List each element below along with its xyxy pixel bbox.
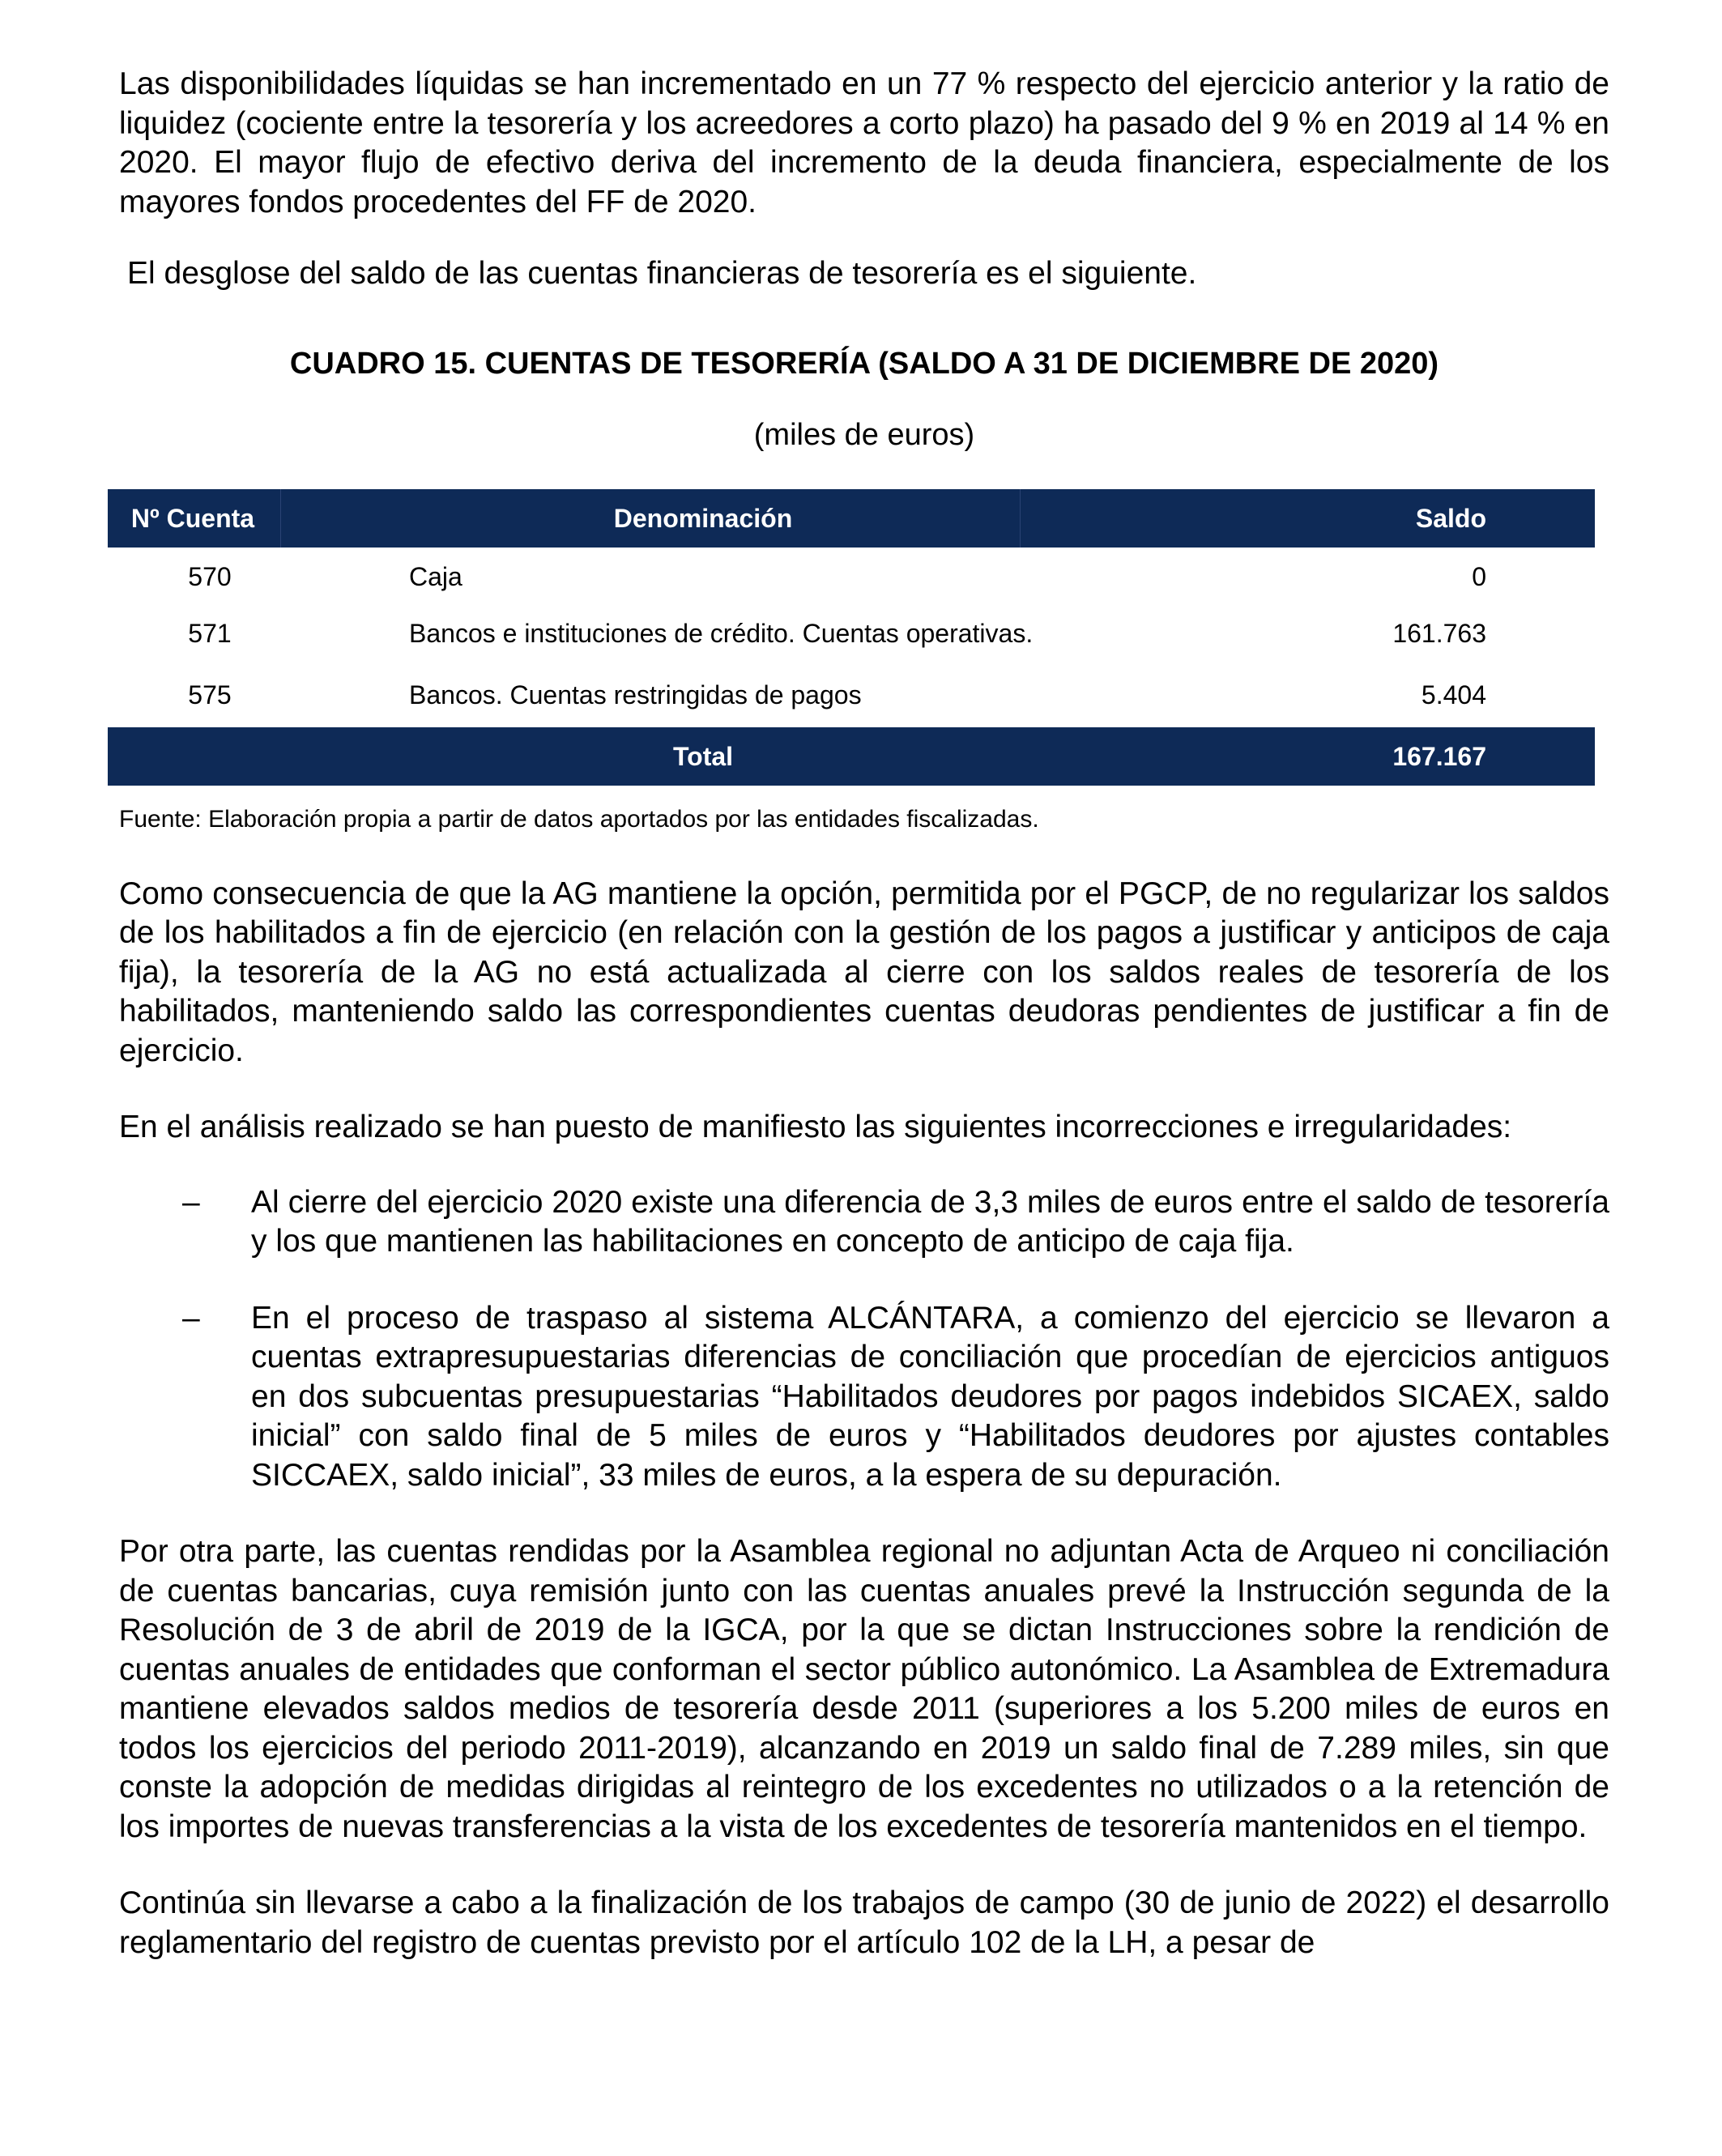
row-name: Bancos. Cuentas restringidas de pagos: [409, 680, 862, 709]
irregularities-list: [119, 1183, 1609, 1496]
header-account: Nº Cuenta: [130, 503, 255, 533]
row-account: 571: [188, 618, 232, 648]
row-name: Caja: [409, 561, 462, 591]
list-item: [119, 1183, 1609, 1262]
table-row: [108, 666, 1595, 727]
table-units: (miles de euros): [753, 417, 975, 452]
list-item-text: Al cierre del ejercicio 2020 existe una diferencia de 3,3 miles de euros entre el saldo de tesorería y los que mantienen las habilitaciones en concepto de anticipo de caja fija.: [251, 1184, 1609, 1259]
paragraph-habilitados: Como consecuencia de que la AG mantiene la opción, permitida por el PGCP, de no regularizar los saldos de los habilitados a fin de ejercicio (en relación con la gestión de los pagos a justificar y anticipos de caja fija), la tesorería de la AG no está actualizada al cierre con los saldos reales de tesorería de los habilitados, manteniendo saldo las correspondientes cuentas deudoras pendientes de justificar a fin de ejercicio.: [119, 876, 1609, 1068]
row-account: 570: [188, 561, 232, 591]
dash-bullet: –: [182, 1184, 200, 1220]
paragraph-liquidity: Las disponibilidades líquidas se han incrementado en un 77 % respecto del ejercicio anterior y la ratio de liquidez (cociente entre la tesorería y los acreedores a corto plazo) ha pasado del 9 % en 2019 al 14 % en 2020. El mayor flujo de efectivo deriva del incremento de la deuda financiera, especialmente de los mayores fondos procedentes del FF de 2020.: [119, 66, 1609, 219]
table-header-row: [108, 489, 1595, 548]
row-balance: 161.763: [1392, 618, 1486, 648]
row-balance: 5.404: [1421, 680, 1486, 709]
paragraph-breakdown-intro: El desglose del saldo de las cuentas financieras de tesorería es el siguiente.: [127, 256, 1197, 291]
table-row: [108, 604, 1595, 666]
total-label: Total: [672, 741, 734, 771]
list-item: [119, 1299, 1609, 1496]
table-source-note: Fuente: Elaboración propia a partir de datos aportados por las entidades fiscalizadas.: [119, 805, 1039, 833]
table-total-row: [108, 727, 1595, 786]
table-title: CUADRO 15. CUENTAS DE TESORERÍA (SALDO A 31 DE DICIEMBRE DE 2020): [289, 346, 1439, 381]
treasury-accounts-table: [108, 489, 1595, 786]
paragraph-analysis-intro: En el análisis realizado se han puesto de manifiesto las siguientes incorrecciones e irregularidades:: [119, 1110, 1512, 1144]
row-account: 575: [188, 680, 232, 709]
header-balance: Saldo: [1415, 503, 1486, 533]
paragraph-asamblea: Por otra parte, las cuentas rendidas por la Asamblea regional no adjuntan Acta de Arqueo ni conciliación de cuentas bancarias, cuya remisión junto con las cuentas anuales prevé la Instrucción segunda de la Resolución de 3 de abril de 2019 de la IGCA, por la que se dictan Instrucciones sobre la rendición de cuentas anuales de entidades que conforman el sector público autonómico. La Asamblea de Extremadura mantiene elevados saldos medios de tesorería desde 2011 (superiores a los 5.200 miles de euros en todos los ejercicios del periodo 2011-2019), alcanzando en 2019 un saldo final de 7.289 miles, sin que conste la adopción de medidas dirigidas al reintegro de los excedentes no utilizados o a la retención de los importes de nuevas transferencias a la vista de los excedentes de tesorería mantenidos en el tiempo.: [119, 1534, 1609, 1844]
header-name: Denominación: [613, 503, 793, 533]
row-balance: 0: [1472, 561, 1486, 591]
table-row: [108, 548, 1595, 604]
list-item-text: En el proceso de traspaso al sistema ALCÁNTARA, a comienzo del ejercicio se llevaron a cuentas extrapresupuestarias diferencias de conciliación que procedían de ejercicios antiguos en dos subcuentas presupuestarias “Habilitados deudores por pagos indebidos SICAEX, saldo inicial” con saldo final de 5 miles de euros y “Habilitados deudores por ajustes contables SICCAEX, saldo inicial”, 33 miles de euros, a la espera de su depuración.: [251, 1300, 1609, 1493]
paragraph-registro: Continúa sin llevarse a cabo a la finalización de los trabajos de campo (30 de junio de 2022) el desarrollo reglamentario del registro de cuentas previsto por el artículo 102 de la LH, a pesar de: [119, 1885, 1609, 1960]
document-page: [119, 65, 1609, 1962]
dash-bullet: –: [182, 1300, 200, 1336]
row-name: Bancos e instituciones de crédito. Cuentas operativas.: [409, 618, 1034, 648]
total-balance: 167.167: [1392, 741, 1486, 771]
